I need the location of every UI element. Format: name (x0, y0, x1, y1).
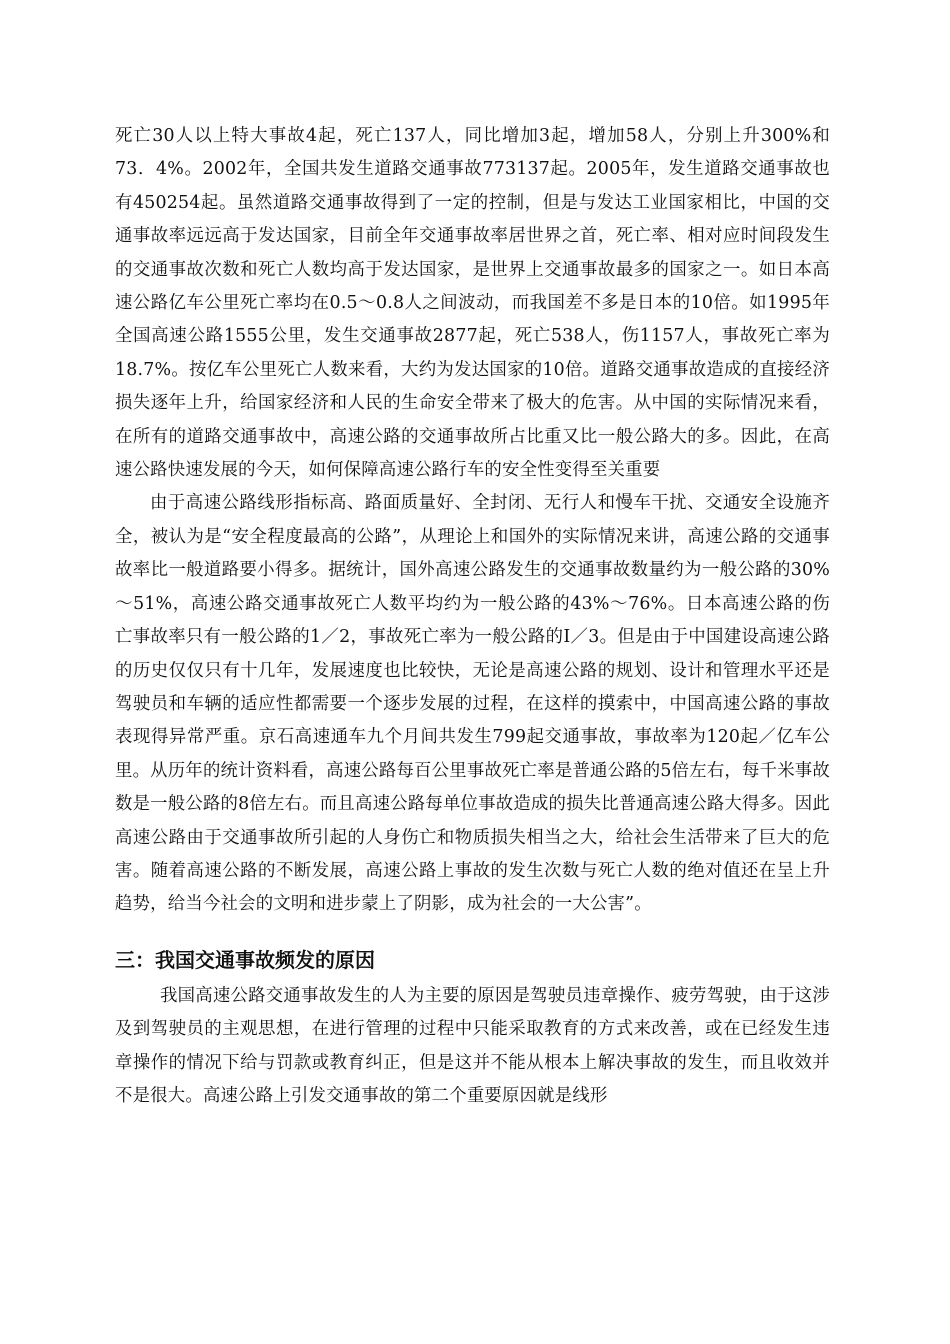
document-body (115, 120, 830, 1113)
body-paragraph-highway-safety: 由于高速公路线形指标高、路面质量好、全封闭、无行人和慢车干扰、交通安全设施齐全，被认为是“安全程度最高的公路”，从理论上和国外的实际情况来讲，高速公路的交通事故率比一般道路要小得多。据统计，国外高速公路发生的交通事故数量约为一般公路的30%～51%，高速公路交通事故死亡人数平均约为一般公路的43%～76%。日本高速公路的伤亡事故率只有一般公路的1／2，事故死亡率为一般公路的I／3。但是由于中国建设高速公路的历史仅仅只有十几年，发展速度也比较快，无论是高速公路的规划、设计和管理水平还是驾驶员和车辆的适应性都需要一个逐步发展的过程，在这样的摸索中，中国高速公路的事故表现得异常严重。京石高速通车九个月间共发生799起交通事故，事故率为120起／亿车公里。从历年的统计资料看，高速公路每百公里事故死亡率是普通公路的5倍左右，每千米事故数是一般公路的8倍左右。而且高速公路每单位事故造成的损失比普通高速公路大得多。因此高速公路由于交通事故所引起的人身伤亡和物质损失相当之大，给社会生活带来了巨大的危害。随着高速公路的不断发展，高速公路上事故的发生次数与死亡人数的绝对值还在呈上升趋势，给当今社会的文明和进步蒙上了阴影，成为社会的一大公害”。 (115, 493, 830, 915)
body-paragraph-causes: 我国高速公路交通事故发生的人为主要的原因是驾驶员违章操作、疲劳驾驶，由于这涉及到驾驶员的主观思想，在进行管理的过程中只能采取教育的方式来改善，或在已经发生违章操作的情况下给与罚款或教育纠正，但是这并不能从根本上解决事故的发生，而且收效并不是很大。高速公路上引发交通事故的第二个重要原因就是线形 (115, 985, 830, 1106)
body-paragraph-accident-statistics: 死亡30人以上特大事故4起，死亡137人，同比增加3起，增加58人，分别上升300%和73．4%。2002年，全国共发生道路交通事故773137起。2005年，发生道路交通事故也有450254起。虽然道路交通事故得到了一定的控制，但是与发达工业国家相比，中国的交通事故率远远高于发达国家，目前全年交通事故率居世界之首，死亡率、相对应时间段发生的交通事故次数和死亡人数均高于发达国家，是世界上交通事故最多的国家之一。如日本高速公路亿车公里死亡率均在0.5～0.8人之间波动，而我国差不多是日本的10倍。如1995年全国高速公路1555公里，发生交通事故2877起，死亡538人，伤1157人，事故死亡率为18.7%。按亿车公里死亡人数来看，大约为发达国家的10倍。道路交通事故造成的直接经济损失逐年上升，给国家经济和人民的生命安全带来了极大的危害。从中国的实际情况来看，在所有的道路交通事故中，高速公路的交通事故所占比重又比一般公路大的多。因此，在高速公路快速发展的今天，如何保障高速公路行车的安全性变得至关重要 (115, 126, 830, 481)
section-heading: 三：我国交通事故频发的原因 (115, 947, 375, 972)
